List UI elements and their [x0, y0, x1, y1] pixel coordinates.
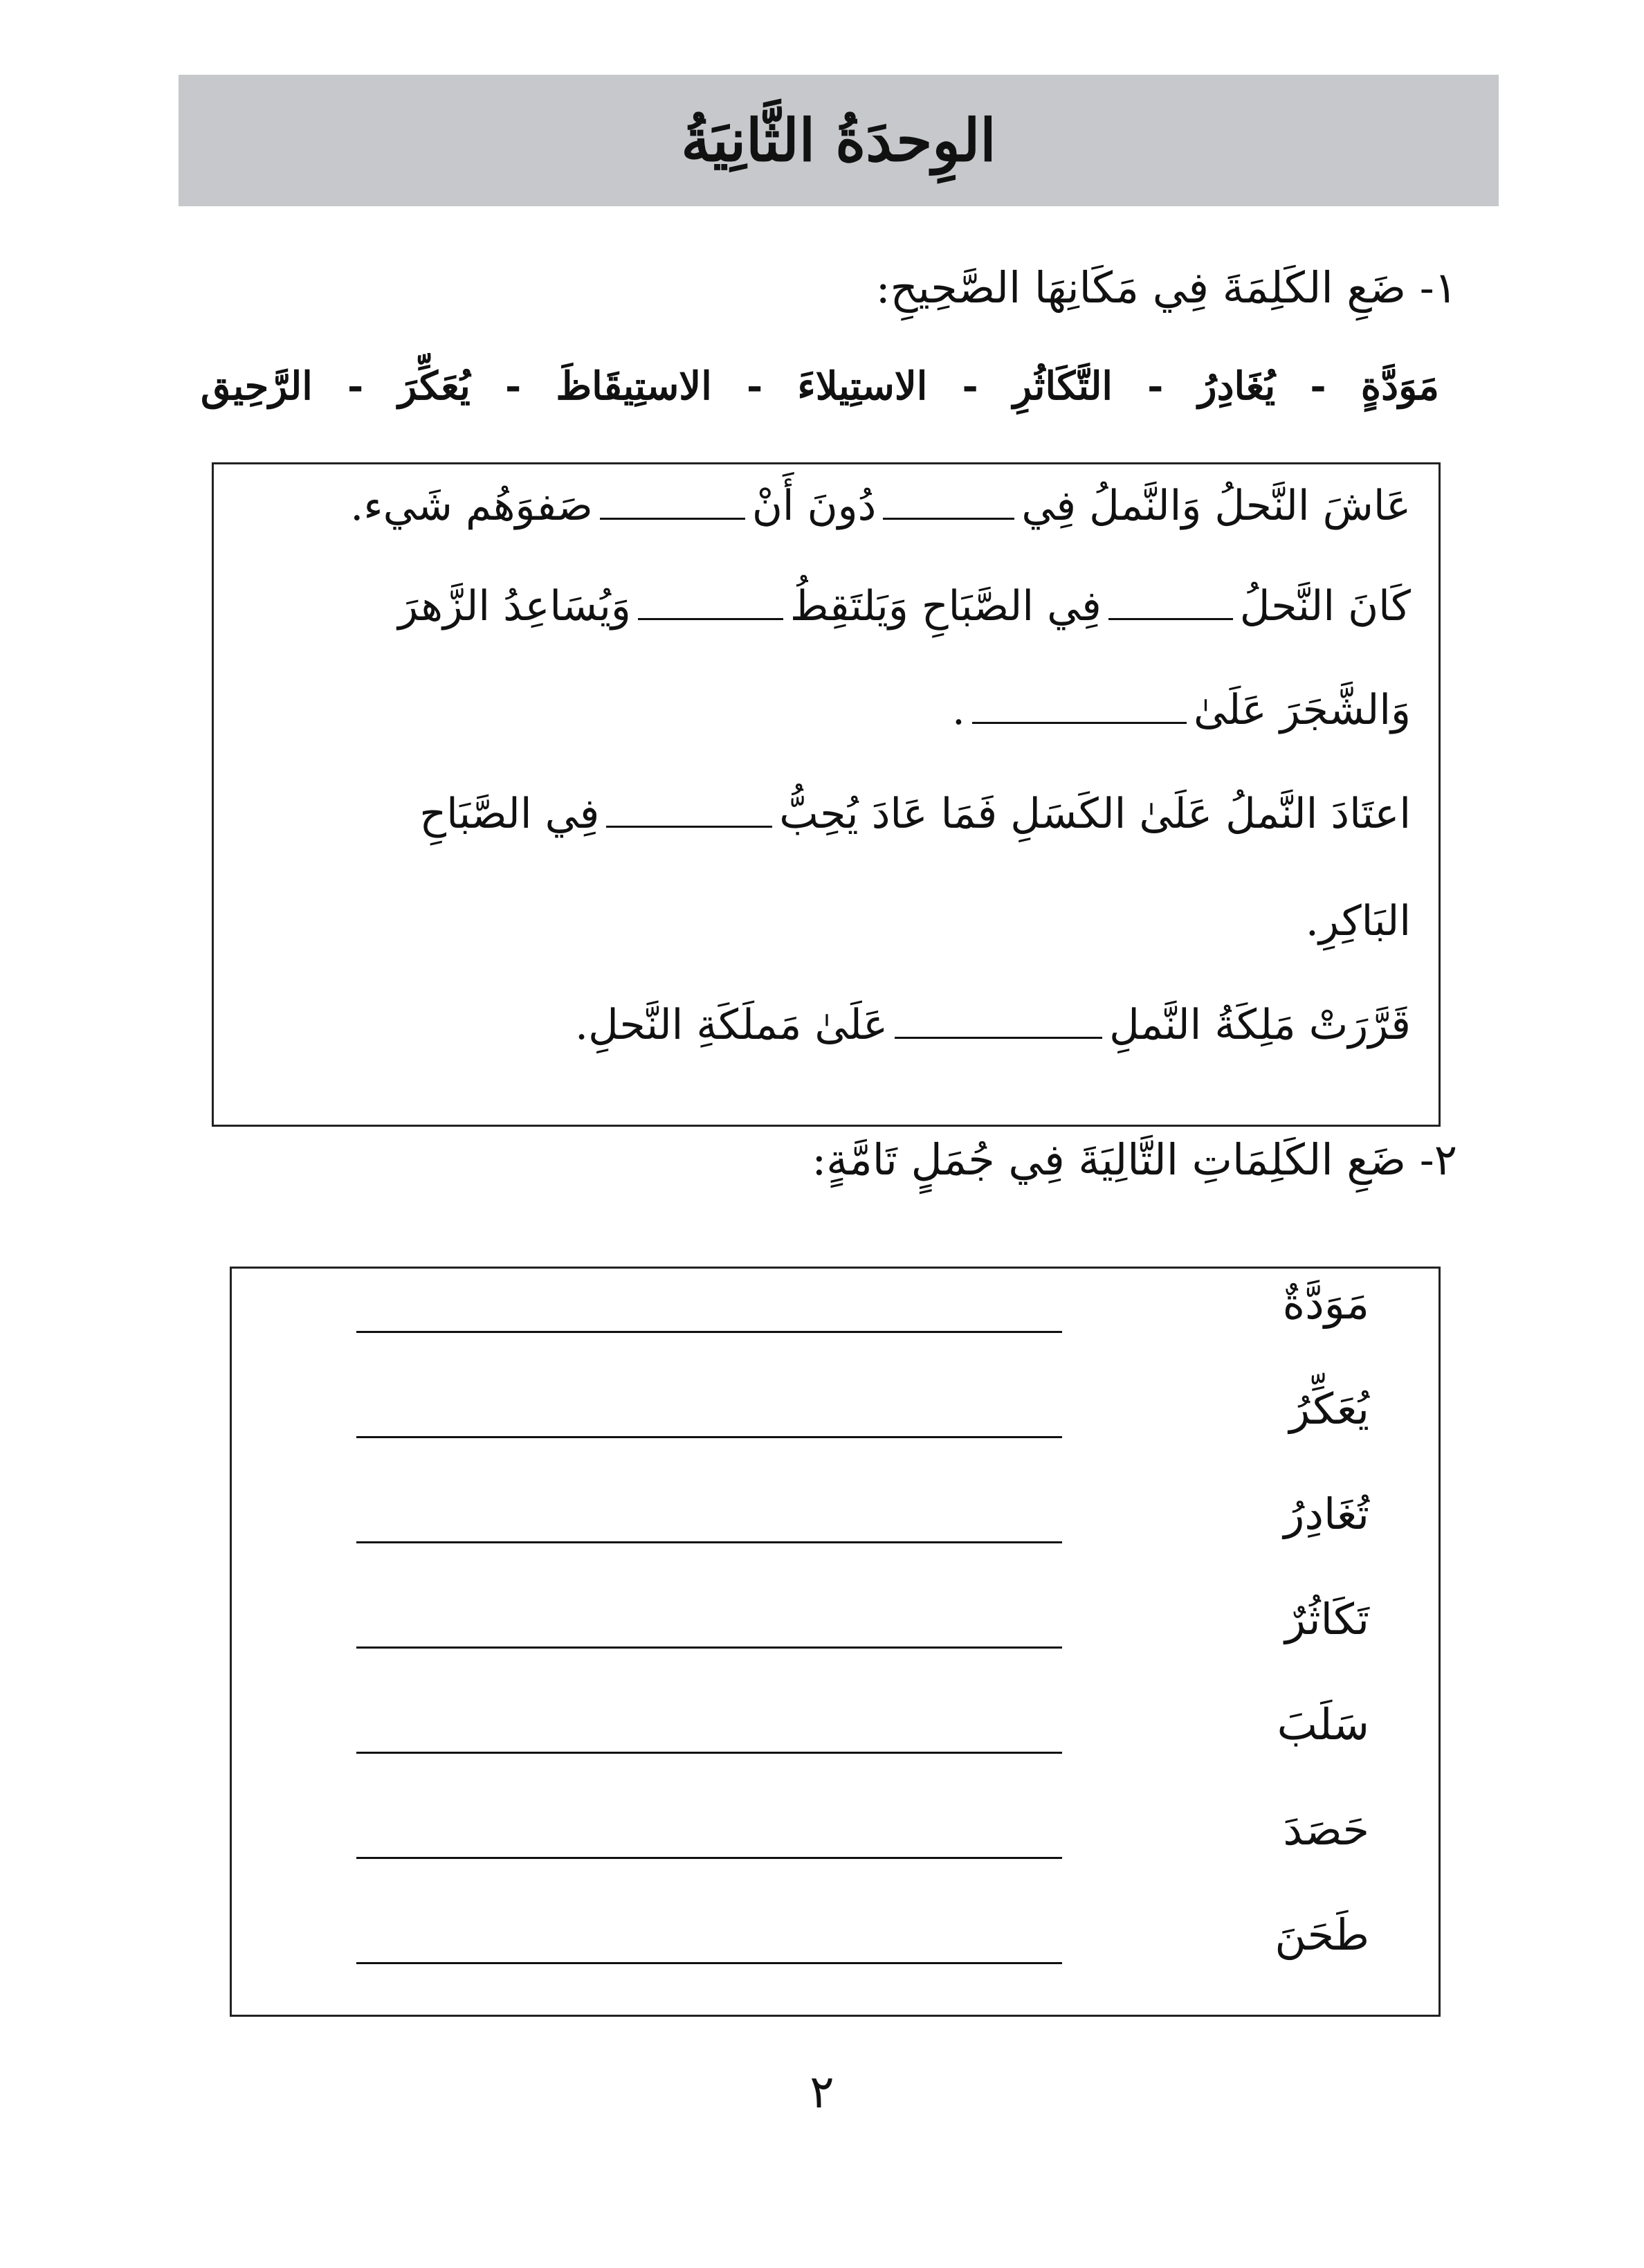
word-bank-item: الاستِيقَاظَ: [556, 363, 712, 409]
vocab-row: [232, 1278, 1438, 1366]
exercise-1-heading: ١- ضَعِ الكَلِمَةَ فِي مَكَانِهَا الصَّحِيحِ:: [875, 262, 1457, 313]
writing-line[interactable]: [356, 1541, 1062, 1543]
answer-blank[interactable]: [1108, 610, 1233, 620]
sentence-writing-box: [230, 1267, 1441, 2017]
answer-blank[interactable]: [606, 817, 772, 828]
writing-line[interactable]: [356, 1331, 1062, 1333]
answer-blank[interactable]: [895, 1028, 1102, 1039]
exercise-2-heading: ٢- ضَعِ الكَلِمَاتِ التَّالِيَةَ فِي جُمَلٍ تَامَّةٍ:: [812, 1134, 1457, 1185]
vocab-word: سَلَبَ: [1277, 1699, 1369, 1750]
vocab-word: تَكَاثُرٌ: [1285, 1594, 1369, 1644]
word-bank-item: الاستِيلاءَ: [797, 363, 928, 409]
vocab-row: [232, 1909, 1438, 1997]
word-bank-separator: -: [347, 363, 364, 409]
vocab-word: تُغَادِرُ: [1284, 1489, 1369, 1539]
sentence-3: وَالشَّجَرَ عَلَىٰ.: [951, 686, 1411, 734]
sentence-5: البَاكِرِ.: [1305, 897, 1411, 945]
vocab-row: [232, 1699, 1438, 1786]
word-bank-item: التَّكَاثُرِ: [1012, 363, 1113, 409]
vocab-word: حَصَدَ: [1283, 1804, 1369, 1855]
sentence-4: اعتَادَ النَّملُ عَلَىٰ الكَسَلِ فَمَا عَادَ يُحِبُّفِي الصَّبَاحِ: [419, 790, 1411, 838]
word-bank-item: يُغَادِرُ: [1198, 363, 1276, 409]
unit-title-band: [179, 75, 1499, 206]
word-bank-item: الرَّحِيق: [201, 363, 313, 409]
word-bank-item: مَوَدَّةٍ: [1360, 363, 1439, 409]
answer-blank[interactable]: [600, 509, 745, 520]
vocab-word: طَحَنَ: [1275, 1909, 1369, 1960]
answer-blank[interactable]: [638, 610, 783, 620]
word-bank-separator: -: [962, 363, 978, 409]
answer-blank[interactable]: [972, 714, 1187, 724]
writing-line[interactable]: [356, 1436, 1062, 1438]
vocab-row: [232, 1804, 1438, 1891]
answer-blank[interactable]: [883, 509, 1014, 520]
vocab-row: [232, 1594, 1438, 1681]
writing-line[interactable]: [356, 1646, 1062, 1649]
sentence-6: قَرَّرَتْ مَلِكَةُ النَّملِعَلَىٰ مَملَكَةِ النَّحلِ.: [575, 1001, 1411, 1049]
sentence-1: عَاشَ النَّحلُ وَالنَّملُ فِيدُونَ أَنْصَفوَهُم شَيء.: [350, 482, 1411, 530]
writing-line[interactable]: [356, 1962, 1062, 1964]
word-bank: [201, 363, 1439, 409]
word-bank-separator: -: [1310, 363, 1326, 409]
writing-line[interactable]: [356, 1857, 1062, 1859]
vocab-row: [232, 1489, 1438, 1576]
fill-in-blanks-box: [212, 462, 1441, 1127]
vocab-row: [232, 1384, 1438, 1471]
sentence-2: كَانَ النَّحلُفِي الصَّبَاحِ وَيَلتَقِطُوَيُسَاعِدُ الزَّهرَ: [398, 582, 1411, 630]
word-bank-separator: -: [746, 363, 763, 409]
vocab-word: يُعَكِّرُ: [1289, 1384, 1369, 1434]
word-bank-separator: -: [1147, 363, 1164, 409]
word-bank-separator: -: [504, 363, 522, 409]
page-number: ٢: [810, 2065, 834, 2119]
unit-title: الوِحدَةُ الثَّانِيَةُ: [681, 106, 996, 174]
writing-line[interactable]: [356, 1752, 1062, 1754]
word-bank-item: يُعَكِّرَ: [398, 363, 471, 409]
vocab-word: مَوَدَّةٌ: [1282, 1278, 1369, 1329]
